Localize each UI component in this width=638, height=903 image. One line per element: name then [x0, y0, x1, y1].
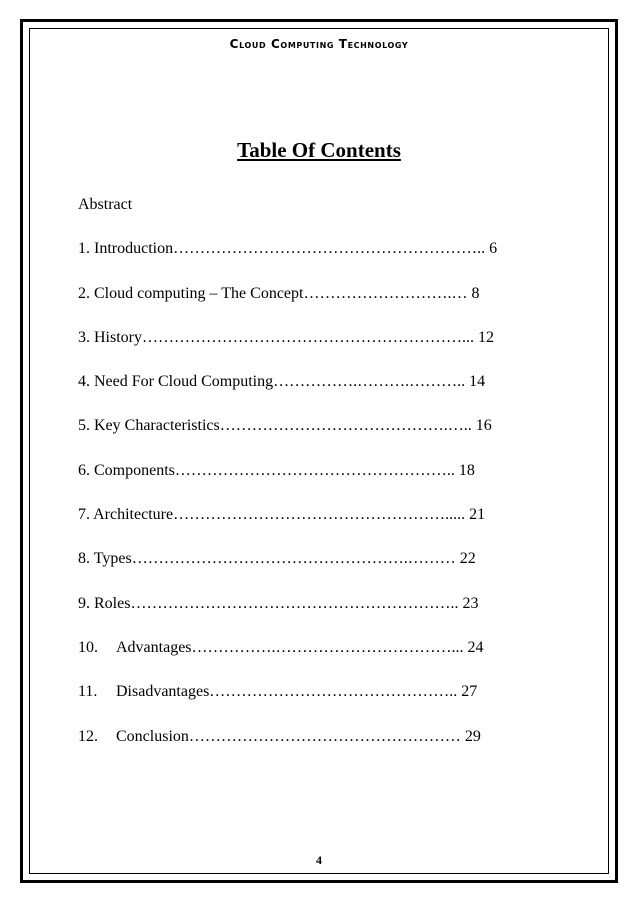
- toc-entry-components[interactable]: 6. Components…………………………………………….. 18: [78, 461, 475, 479]
- toc-entry-introduction[interactable]: 1. Introduction………………………………………………….. 6: [78, 240, 498, 258]
- toc-entry-roles[interactable]: 9. Roles…………………………………………………….. 23: [78, 594, 479, 612]
- toc-entry-history[interactable]: 3. History……………………………………………………... 12: [78, 328, 494, 346]
- toc-entry-disadvantages[interactable]: [78, 682, 568, 726]
- running-header: Cloud Computing Technology: [229, 37, 409, 51]
- toc-entry-advantages[interactable]: [78, 638, 568, 682]
- toc-entry-label: Conclusion…………………………………………… 29: [116, 727, 481, 745]
- toc-entry-label: Disadvantages……………………………………….. 27: [116, 683, 478, 701]
- toc-entry-label: Advantages…………….……………………………... 24: [116, 638, 484, 656]
- toc-entry-need-for-cloud-computing[interactable]: 4. Need For Cloud Computing…………….……….……….. 14: [78, 373, 486, 391]
- table-of-contents: [78, 195, 568, 771]
- page-title: Table Of Contents: [237, 138, 401, 162]
- toc-entry-number: 12.: [78, 727, 98, 745]
- toc-entry-conclusion[interactable]: [78, 727, 568, 771]
- page-number: 4: [316, 853, 322, 867]
- toc-entry-number: 11.: [78, 683, 98, 701]
- toc-entry-key-characteristics[interactable]: 5. Key Characteristics…………………………………….….. 16: [78, 417, 492, 435]
- toc-entry-architecture[interactable]: 7. Architecture……………………………………………..... 21: [78, 506, 486, 524]
- toc-entry-types[interactable]: 8. Types…………………………………………….……… 22: [78, 550, 476, 568]
- toc-entry-abstract[interactable]: Abstract: [78, 196, 133, 213]
- toc-entry-cloud-computing-concept[interactable]: 2. Cloud computing – The Concept……………………….… 8: [78, 284, 480, 302]
- toc-entry-number: 10.: [78, 638, 98, 656]
